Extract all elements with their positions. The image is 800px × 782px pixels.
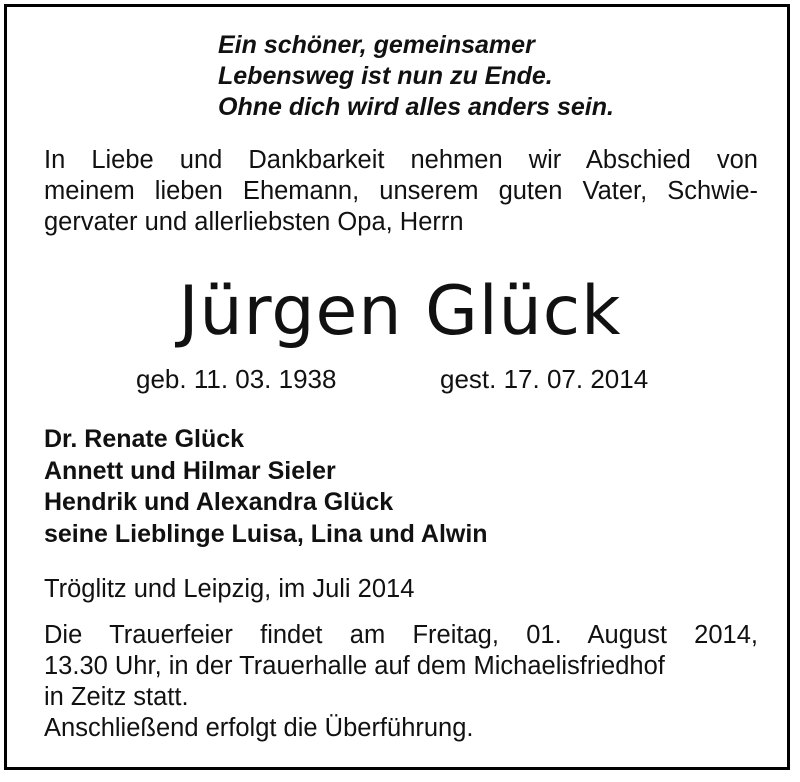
- intro-paragraph: [44, 145, 758, 238]
- funeral-line: 13.30 Uhr, in der Trauerhalle auf dem Michaelisfriedhof: [44, 652, 665, 680]
- mourner-line: Annett und Hilmar Sieler: [44, 456, 336, 485]
- intro-line: meinem lieben Ehemann, unserem guten Vater, Schwie-: [44, 177, 758, 205]
- mourner-line: seine Lieblinge Luisa, Lina und Alwin: [44, 519, 488, 548]
- motto-line: Ein schöner, gemeinsamer: [218, 31, 535, 59]
- funeral-line: Die Trauerfeier findet am Freitag, 01. August 2014,: [44, 621, 758, 649]
- funeral-line: in Zeitz statt.: [44, 683, 189, 711]
- place-date: Tröglitz und Leipzig, im Juli 2014: [44, 575, 415, 603]
- mourner-line: Hendrik und Alexandra Glück: [44, 488, 394, 516]
- birth-date: geb. 11. 03. 1938: [136, 364, 337, 394]
- deceased-name: Jürgen Glück: [178, 272, 622, 351]
- intro-line: In Liebe und Dankbarkeit nehmen wir Abschied von: [44, 146, 758, 174]
- mourner-line: Dr. Renate Glück: [44, 425, 245, 453]
- mourners-list: [44, 424, 488, 550]
- death-date: gest. 17. 07. 2014: [440, 364, 649, 394]
- intro-line: gervater und allerliebsten Opa, Herrn: [44, 208, 464, 236]
- motto-line: Lebensweg ist nun zu Ende.: [218, 62, 553, 90]
- motto-line: Ohne dich wird alles anders sein.: [218, 93, 614, 121]
- funeral-line: Anschließend erfolgt die Überführung.: [44, 714, 474, 742]
- funeral-info: [44, 620, 758, 744]
- motto-verse: [218, 30, 614, 123]
